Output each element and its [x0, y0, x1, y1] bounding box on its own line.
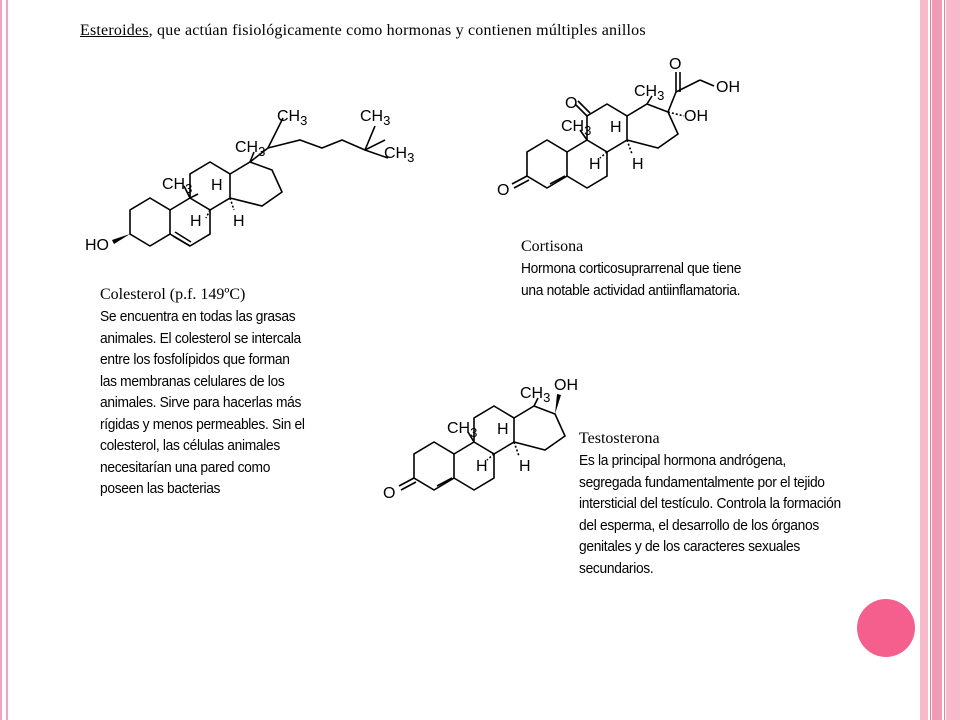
testosterone-description: Es la principal hormona andrógena, segregada fundamentalmente por el tejido intersticial del testículo. Controla la formación del esperma, el desarrollo de los órganos genitales y de los caracteres sexuales secundarios.	[579, 452, 841, 577]
svg-text:CH3: $CH_3$	[384, 145, 415, 165]
cholesterol-title: Colesterol (p.f. 149ºC)	[100, 286, 246, 303]
heading-text: , que actúan fisiológicamente como hormonas y contienen múltiples anillos	[148, 22, 646, 39]
heading-keyword: Esteroides	[80, 22, 149, 39]
svg-text:O: O	[497, 182, 510, 199]
svg-text:H: H	[233, 213, 245, 230]
svg-text:CH3: $CH_3$	[235, 139, 266, 159]
svg-text:O: O	[669, 56, 682, 73]
testosterone-caption	[579, 430, 849, 579]
svg-text:HO: HO	[85, 237, 109, 254]
svg-text:CH3: $CH_3$	[561, 118, 592, 138]
testosterone-title: Testosterona	[579, 430, 660, 447]
cholesterol-description: Se encuentra en todas las grasas animales. El colesterol se intercala entre los fosfolípidos que forman las membranas celulares de los animales. Sirve para hacerlas más rígidas y menos permeables. Sin el colesterol, las células animales necesitarían una pared como poseen las bacterias	[100, 308, 305, 497]
svg-text:CH3: $CH_3$	[277, 108, 308, 128]
svg-text:O: O	[383, 485, 396, 502]
cortisone-title: Cortisona	[521, 238, 584, 255]
svg-text:CH3: $CH_3$	[360, 108, 391, 128]
cholesterol-methyl-label: $CH_3$	[162, 176, 193, 196]
svg-text:O: O	[565, 95, 578, 112]
svg-text:H: H	[589, 156, 601, 173]
cholesterol-caption	[100, 286, 315, 500]
svg-text:H: H	[632, 156, 644, 173]
svg-text:H: H	[476, 458, 488, 475]
svg-text:H: H	[497, 421, 509, 438]
svg-text:H: H	[211, 177, 223, 194]
svg-text:H: H	[610, 119, 622, 136]
cortisone-caption	[521, 238, 771, 301]
svg-text:CH3: $CH_3$	[634, 83, 665, 103]
svg-text:OH: OH	[554, 377, 578, 394]
svg-text:OH: OH	[716, 79, 740, 96]
svg-text:OH: OH	[684, 108, 708, 125]
svg-text:CH3: $CH_3$	[520, 385, 551, 405]
svg-text:H: H	[190, 213, 202, 230]
svg-text:CH3: $CH_3$	[447, 420, 478, 440]
cortisone-description: Hormona corticosuprarrenal que tiene una notable actividad antiinflamatoria.	[521, 260, 742, 299]
svg-text:H: H	[519, 458, 531, 475]
